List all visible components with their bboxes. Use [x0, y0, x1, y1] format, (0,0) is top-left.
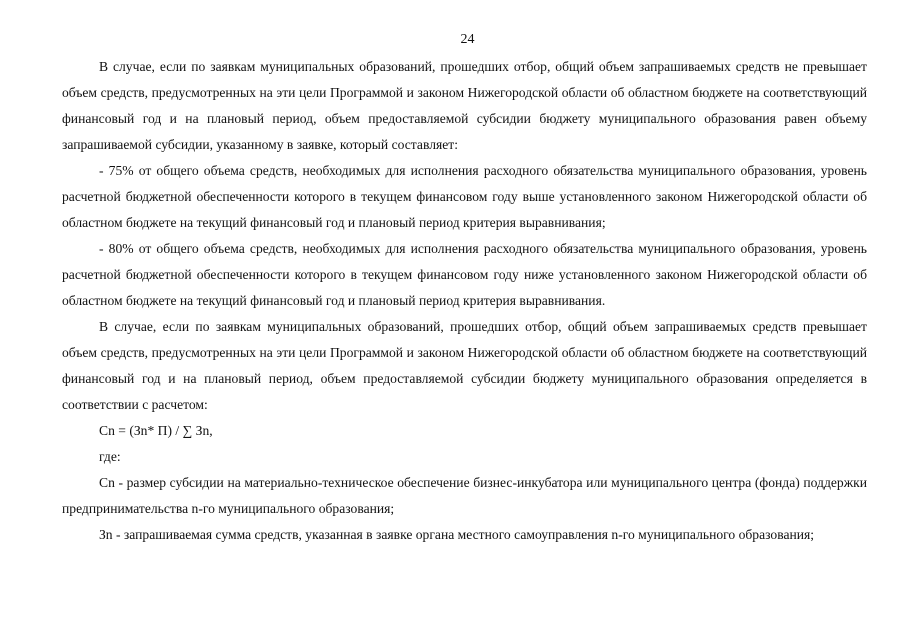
- paragraph-subsidy-not-exceeding: В случае, если по заявкам муниципальных образований, прошедших отбор, общий объем запрашиваемых средств не превышает объем средств, предусмотренных на эти цели Программой и законом Нижегородской области об областном бюджете на соответствующий финансовый год и на плановый период, объем предоставляемой субсидии бюджету муниципального образования равен объему запрашиваемой субсидии, указанному в заявке, который составляет:: [62, 59, 867, 152]
- page-number: 24: [460, 32, 475, 47]
- formula-where: где:: [99, 449, 121, 464]
- paragraph-80-percent: - 80% от общего объема средств, необходимых для исполнения расходного обязательства муниципального образования, уровень расчетной бюджетной обеспеченности которого в текущем финансовом году ниже установленного законом Нижегородской области об областном бюджете на текущий финансовый год и плановый период критерия выравнивания.: [62, 241, 867, 308]
- definition-cn: Сn - размер субсидии на материально-техническое обеспечение бизнес-инкубатора или муниципального центра (фонда) поддержки предпринимательства n-го муниципального образования;: [62, 475, 867, 516]
- definition-zn: Зn - запрашиваемая сумма средств, указанная в заявке органа местного самоуправления n-го муниципального образования;: [99, 527, 815, 542]
- document-page: [62, 30, 867, 548]
- paragraph-subsidy-exceeding: В случае, если по заявкам муниципальных образований, прошедших отбор, общий объем запрашиваемых средств превышает объем средств, предусмотренных на эти цели Программой и законом Нижегородской области об областном бюджете на соответствующий финансовый год и на плановый период, объем предоставляемой субсидии бюджету муниципального образования определяется в соответствии с расчетом:: [62, 319, 867, 412]
- formula: Сn = (Зn* П) / ∑ Зn,: [99, 423, 213, 438]
- paragraph-75-percent: - 75% от общего объема средств, необходимых для исполнения расходного обязательства муниципального образования, уровень расчетной бюджетной обеспеченности которого в текущем финансовом году выше установленного законом Нижегородской области об областном бюджете на текущий финансовый год и плановый период критерия выравнивания;: [62, 163, 867, 230]
